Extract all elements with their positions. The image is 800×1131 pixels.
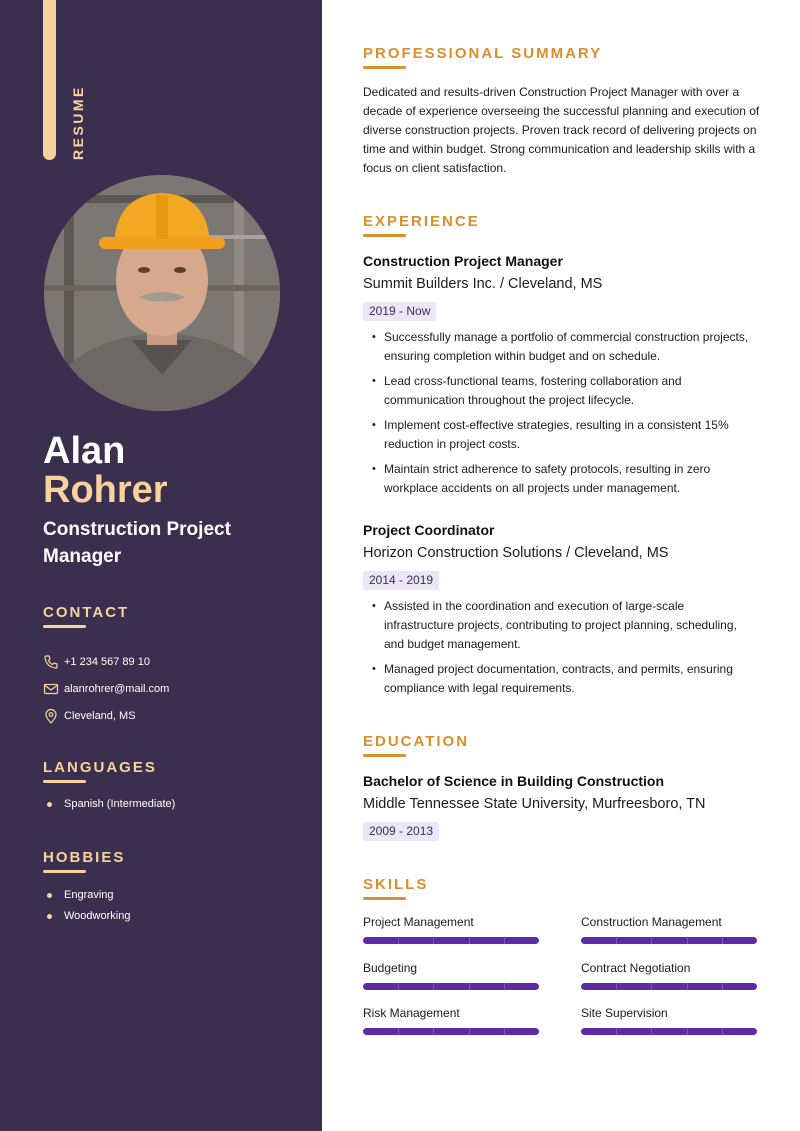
- summary-text: Dedicated and results-driven Construction Project Manager with over a decade of experience overseeing the successful planning and execution of diverse construction projects. Proven track record of delivering projects on time and within budget. Strong communication and leadership skills with a focus on client satisfaction.: [363, 85, 760, 175]
- location-text: Cleveland, MS: [64, 710, 136, 722]
- summary-heading: PROFESSIONAL SUMMARY: [363, 45, 603, 62]
- hobby-item: [47, 910, 130, 922]
- job-bullet-list: [372, 328, 757, 504]
- skill-name: Budgeting: [363, 961, 418, 975]
- hobby-text: Engraving: [64, 889, 114, 901]
- job-dates-badge: 2019 - Now: [363, 302, 436, 321]
- skill-bar: [363, 983, 539, 990]
- job-role: Project Coordinator: [363, 522, 495, 538]
- skill-bar: [581, 983, 757, 990]
- phone-icon: [43, 654, 59, 670]
- skill-bar-segment: [469, 1028, 470, 1035]
- accent-bar: [43, 0, 56, 160]
- phone-text: +1 234 567 89 10: [64, 656, 150, 668]
- skill-bar-segment: [398, 983, 399, 990]
- name-first: Alan: [43, 430, 126, 472]
- experience-heading: EXPERIENCE: [363, 213, 480, 230]
- languages-underline: [43, 780, 86, 783]
- bullet-dot-icon: [47, 914, 52, 919]
- education-degree: Bachelor of Science in Building Construction: [363, 773, 665, 789]
- profile-photo: [44, 175, 280, 411]
- skill-bar-segment: [433, 1028, 434, 1035]
- skill-bar-segment: [616, 937, 617, 944]
- skill-bar-segment: [504, 937, 505, 944]
- language-text: Spanish (Intermediate): [64, 798, 176, 810]
- job-bullet: • Lead cross-functional teams, fostering collaboration and communication throughout the project lifecycle.: [372, 372, 757, 410]
- skill-bar-segment: [687, 983, 688, 990]
- education-underline: [363, 754, 406, 757]
- skill-bar: [363, 937, 539, 944]
- skill-bar: [581, 1028, 757, 1035]
- skill-bar: [581, 937, 757, 944]
- mail-icon: [43, 681, 59, 697]
- contact-email[interactable]: [43, 681, 169, 697]
- hobbies-underline: [43, 870, 86, 873]
- bullet-dot-icon: [47, 802, 52, 807]
- experience-underline: [363, 234, 406, 237]
- contact-heading: CONTACT: [43, 604, 130, 621]
- resume-vertical-label: RESUME: [70, 85, 86, 160]
- skills-heading: SKILLS: [363, 876, 429, 893]
- skill-bar-segment: [469, 983, 470, 990]
- contact-phone[interactable]: [43, 654, 150, 670]
- job-bullet: • Successfully manage a portfolio of commercial construction projects, ensuring completion within budget and on schedule.: [372, 328, 757, 366]
- job-bullet-list: [372, 597, 757, 704]
- hobbies-heading: HOBBIES: [43, 849, 126, 866]
- skill-bar-segment: [504, 1028, 505, 1035]
- skill-bar-segment: [687, 1028, 688, 1035]
- contact-underline: [43, 625, 86, 628]
- skill-bar-segment: [398, 1028, 399, 1035]
- location-pin-icon: [43, 708, 59, 724]
- job-bullet: • Maintain strict adherence to safety protocols, resulting in zero workplace accidents on all projects under management.: [372, 460, 757, 498]
- skill-bar-segment: [651, 983, 652, 990]
- skill-name: Construction Management: [581, 915, 722, 929]
- skill-name: Project Management: [363, 915, 474, 929]
- hobby-item: [47, 889, 114, 901]
- skill-bar-segment: [722, 937, 723, 944]
- sidebar: [0, 0, 322, 1131]
- skill-bar: [363, 1028, 539, 1035]
- hobby-text: Woodworking: [64, 910, 131, 922]
- skill-bar-segment: [398, 937, 399, 944]
- job-bullet: • Managed project documentation, contracts, and permits, ensuring compliance with legal requirements.: [372, 660, 757, 698]
- job-company: Horizon Construction Solutions / Cleveland, MS: [363, 545, 669, 561]
- skills-underline: [363, 897, 406, 900]
- summary-underline: [363, 66, 406, 69]
- languages-heading: LANGUAGES: [43, 759, 157, 776]
- name-last: Rohrer: [43, 469, 168, 511]
- job-bullet: • Assisted in the coordination and execution of large-scale infrastructure projects, contributing to project planning, scheduling, and budget management.: [372, 597, 757, 654]
- bullet-dot-icon: [47, 893, 52, 898]
- skill-bar-segment: [722, 1028, 723, 1035]
- skill-name: Site Supervision: [581, 1006, 668, 1020]
- education-dates-badge: 2009 - 2013: [363, 822, 439, 841]
- skill-bar-segment: [651, 1028, 652, 1035]
- skill-bar-segment: [616, 1028, 617, 1035]
- email-text: alanrohrer@mail.com: [64, 683, 170, 695]
- skill-bar-segment: [469, 937, 470, 944]
- contact-location: [43, 708, 136, 724]
- job-role: Construction Project Manager: [363, 253, 563, 269]
- skill-name: Contract Negotiation: [581, 961, 691, 975]
- education-school: Middle Tennessee State University, Murfreesboro, TN: [363, 796, 706, 812]
- skill-bar-segment: [651, 937, 652, 944]
- job-bullet: • Implement cost-effective strategies, resulting in a consistent 15% reduction in project costs.: [372, 416, 757, 454]
- skill-bar-segment: [722, 983, 723, 990]
- job-dates-badge: 2014 - 2019: [363, 571, 439, 590]
- skill-bar-segment: [433, 937, 434, 944]
- skill-bar-segment: [433, 983, 434, 990]
- language-item: [47, 798, 175, 810]
- skill-bar-segment: [616, 983, 617, 990]
- education-heading: EDUCATION: [363, 733, 470, 750]
- skill-bar-segment: [504, 983, 505, 990]
- job-title: Construction Project Manager: [43, 519, 231, 567]
- skill-name: Risk Management: [363, 1006, 460, 1020]
- skill-bar-segment: [687, 937, 688, 944]
- job-company: Summit Builders Inc. / Cleveland, MS: [363, 276, 603, 292]
